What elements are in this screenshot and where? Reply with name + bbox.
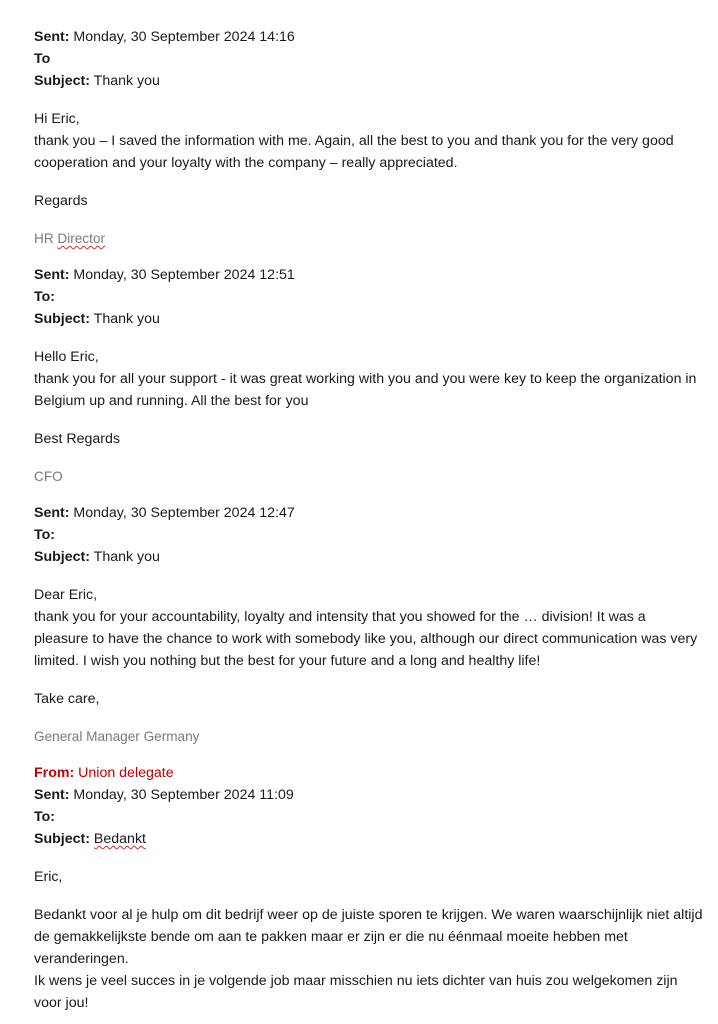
- from-label: From:: [34, 765, 75, 781]
- email-thread: [34, 26, 704, 1014]
- subject-value: Thank you: [93, 311, 160, 327]
- to-label: To:: [34, 527, 56, 543]
- sent-label: Sent:: [34, 267, 70, 283]
- greeting: Eric,: [34, 869, 63, 885]
- subject-label: Subject:: [34, 73, 90, 89]
- sent-label: Sent:: [34, 29, 70, 45]
- greeting: Hi Eric,: [34, 111, 80, 127]
- sent-value: Monday, 30 September 2024 11:09: [73, 787, 294, 803]
- email-block-2: [34, 264, 704, 488]
- closing: Regards: [34, 193, 88, 209]
- to-label: To:: [34, 809, 56, 825]
- email-block-4: [34, 762, 704, 1014]
- subject-value: Thank you: [93, 549, 160, 565]
- sent-label: Sent:: [34, 505, 70, 521]
- message-body-continued: Ik wens je veel succes in je volgende job maar misschien nu iets dichter van huis zou welgekomen zijn voor jou!: [34, 973, 678, 1011]
- to-label: To: [34, 51, 51, 67]
- subject-value: Thank you: [93, 73, 160, 89]
- sent-line: [34, 264, 704, 286]
- subject-line: [34, 308, 704, 330]
- subject-label: Subject:: [34, 831, 90, 847]
- signature: CFO: [34, 469, 63, 484]
- subject-label: Subject:: [34, 549, 90, 565]
- sent-label: Sent:: [34, 787, 70, 803]
- subject-line: [34, 546, 704, 568]
- subject-label: Subject:: [34, 311, 90, 327]
- closing: Best Regards: [34, 431, 120, 447]
- signature: HR Director: [34, 231, 106, 246]
- subject-line: [34, 828, 704, 850]
- from-line: [34, 762, 704, 784]
- to-label: To:: [34, 289, 56, 305]
- email-block-3: [34, 502, 704, 748]
- sent-line: [34, 26, 704, 48]
- sent-value: Monday, 30 September 2024 14:16: [73, 29, 295, 45]
- sent-line: [34, 784, 704, 806]
- signature: General Manager Germany: [34, 729, 200, 744]
- spellcheck-word: Director: [57, 231, 106, 246]
- sent-value: Monday, 30 September 2024 12:51: [73, 267, 295, 283]
- message-body: thank you for your accountability, loyalty and intensity that you showed for the … division! It was a pleasure to have the chance to work with somebody like you, although our direct communication was very limited. I wish you nothing but the best for your future and a long and healthy life!: [34, 609, 698, 669]
- message-body: thank you – I saved the information with me. Again, all the best to you and thank you for the very good cooperation and your loyalty with the company – really appreciated.: [34, 133, 674, 171]
- closing: Take care,: [34, 691, 100, 707]
- message-body: Bedankt voor al je hulp om dit bedrijf weer op de juiste sporen te krijgen. We waren waarschijnlijk niet altijd de gemakkelijkste bende om aan te pakken maar er zijn er die nu éénmaal moeite hebben met veranderingen.: [34, 907, 703, 967]
- sent-value: Monday, 30 September 2024 12:47: [73, 505, 295, 521]
- message-body: thank you for all your support - it was great working with you and you were key to keep the organization in Belgium up and running. All the best for you: [34, 371, 697, 409]
- greeting: Hello Eric,: [34, 349, 99, 365]
- subject-value: Bedankt: [93, 831, 146, 847]
- subject-line: [34, 70, 704, 92]
- from-value: Union delegate: [78, 765, 174, 781]
- email-block-1: [34, 26, 704, 250]
- greeting: Dear Eric,: [34, 587, 98, 603]
- sent-line: [34, 502, 704, 524]
